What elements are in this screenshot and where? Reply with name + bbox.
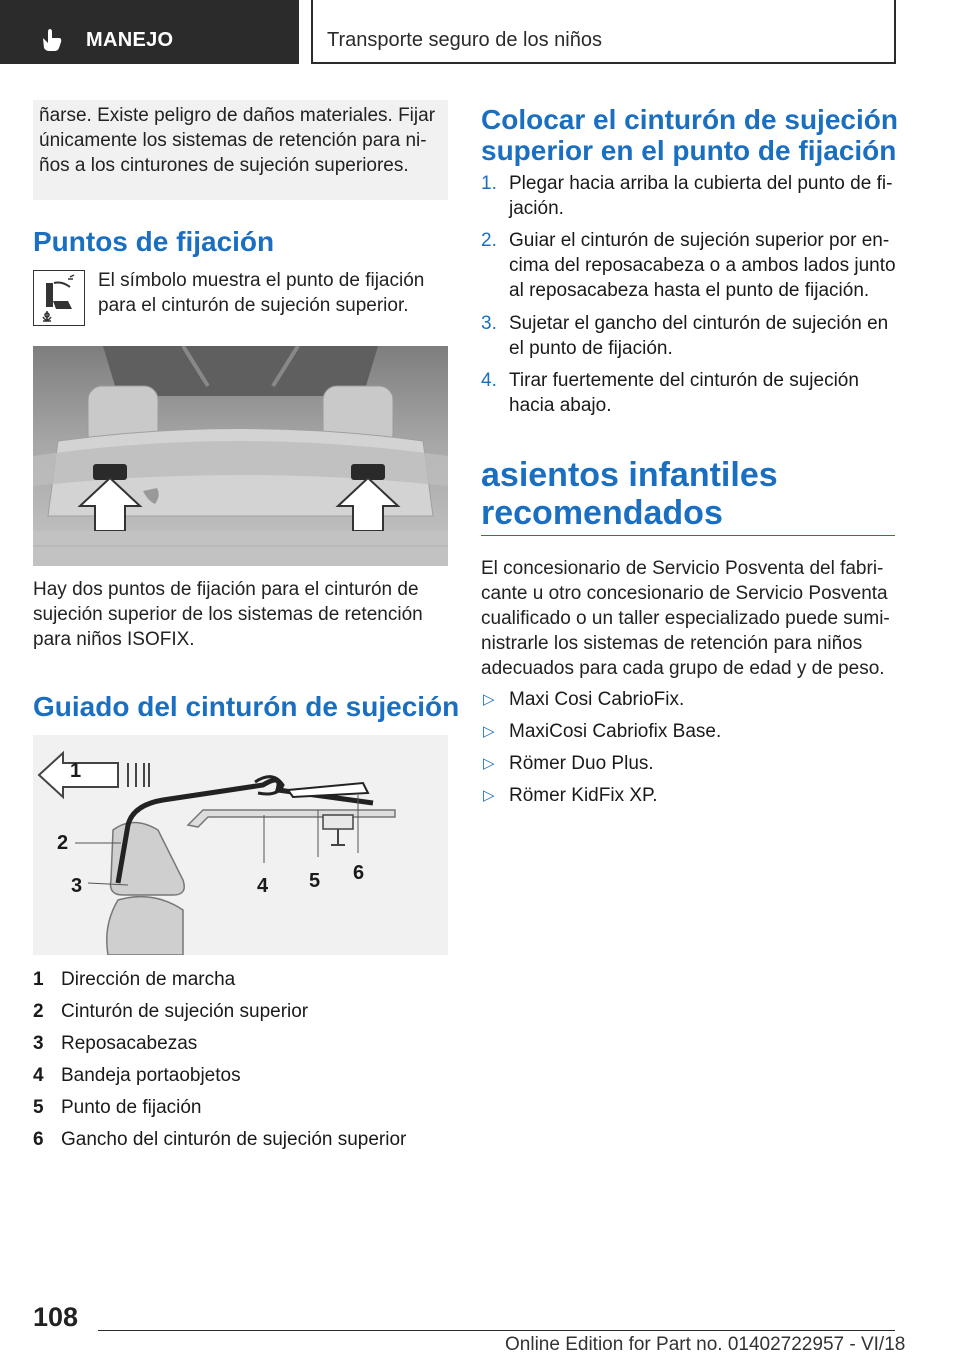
list-item: ▷ MaxiCosi Cabriofix Base. bbox=[483, 721, 722, 742]
diagram-label: 5 bbox=[309, 870, 321, 892]
diagram-label: 1 bbox=[70, 760, 82, 782]
steering-hand-icon bbox=[40, 26, 64, 52]
warning-line: únicamente los sistemas de retención para ni- bbox=[39, 130, 427, 151]
footer-edition: Online Edition for Part no. 01402722957 - VI/18 bbox=[505, 1334, 906, 1355]
heading-rule bbox=[481, 535, 895, 536]
diagram-label: 6 bbox=[353, 862, 365, 884]
page-number: 108 bbox=[33, 1302, 79, 1332]
symbol-line: para el cinturón de sujeción superior. bbox=[98, 295, 409, 316]
warning-line: ñarse. Existe peligro de daños materiales. Fijar bbox=[39, 105, 436, 126]
diagram-label: 4 bbox=[257, 875, 269, 897]
guide-heading: Guiado del cinturón de sujeción bbox=[33, 691, 460, 722]
list-item: ▷ Römer KidFix XP. bbox=[483, 785, 658, 806]
warning-continuation-box bbox=[33, 100, 448, 200]
anchor-points-text bbox=[33, 577, 448, 652]
header-page-title: Transporte seguro de los niños bbox=[327, 29, 602, 51]
list-item: ▷ Römer Duo Plus. bbox=[483, 753, 654, 774]
list-item: ▷ Maxi Cosi CabrioFix. bbox=[483, 689, 685, 710]
header-title-box bbox=[311, 0, 896, 64]
top-tether-symbol-icon bbox=[33, 270, 85, 326]
recommended-seats-list bbox=[481, 687, 901, 817]
diagram-label: 2 bbox=[57, 832, 69, 854]
photo-line: sujeción superior de los sistemas de retención bbox=[33, 604, 423, 625]
anchor-points-photo bbox=[33, 346, 448, 566]
tether-routing-diagram bbox=[33, 735, 448, 955]
warning-line: ños a los cinturones de sujeción superiores. bbox=[39, 155, 409, 176]
steps-list: 1. Plegar hacia arriba la cubierta del punto de fi- jación. 2. Guiar el cinturón de sujeción superior por en- cima del reposacabeza o a ambos lados junto al reposacabeza hasta el punto de fijación. 3. Sujetar el gancho del cinturón de sujeción en el punto de fijación. 4. Tirar fuertemente del cinturón de sujeción hacia abajo. bbox=[481, 173, 896, 416]
anchor-points-heading: Puntos de fijación bbox=[33, 226, 275, 257]
triangle-bullet-icon: ▷ bbox=[483, 787, 495, 804]
place-tether-heading: Colocar el cinturón de sujeción superior en el punto de fijación bbox=[481, 104, 898, 166]
photo-line: para niños ISOFIX. bbox=[33, 629, 195, 650]
dealer-paragraph: El concesionario de Servicio Posventa del fabri- cante u otro concesionario de Servicio Posventa cualificado o un taller especializado puede sumi- nistrarle los sistemas de retención para niños adecuados para cada grupo de edad y de peso. bbox=[481, 558, 890, 679]
recommended-seats-heading: asientos infantiles recomendados bbox=[481, 456, 778, 532]
symbol-description bbox=[98, 268, 448, 318]
triangle-bullet-icon: ▷ bbox=[483, 755, 495, 772]
triangle-bullet-icon: ▷ bbox=[483, 691, 495, 708]
symbol-line: El símbolo muestra el punto de fijación bbox=[98, 270, 425, 291]
diagram-label: 3 bbox=[71, 875, 83, 897]
header-section-label: MANEJO bbox=[86, 29, 174, 51]
photo-line: Hay dos puntos de fijación para el cinturón de bbox=[33, 579, 419, 600]
footer-rule bbox=[98, 1330, 895, 1331]
diagram-legend: 1 Dirección de marcha 2 Cinturón de sujeción superior 3 Reposacabezas 4 Bandeja portaobjetos 5 Punto de fijación 6 Gancho del cinturón de sujeción superior bbox=[33, 969, 407, 1150]
triangle-bullet-icon: ▷ bbox=[483, 723, 495, 740]
header-section-tab bbox=[0, 0, 299, 64]
